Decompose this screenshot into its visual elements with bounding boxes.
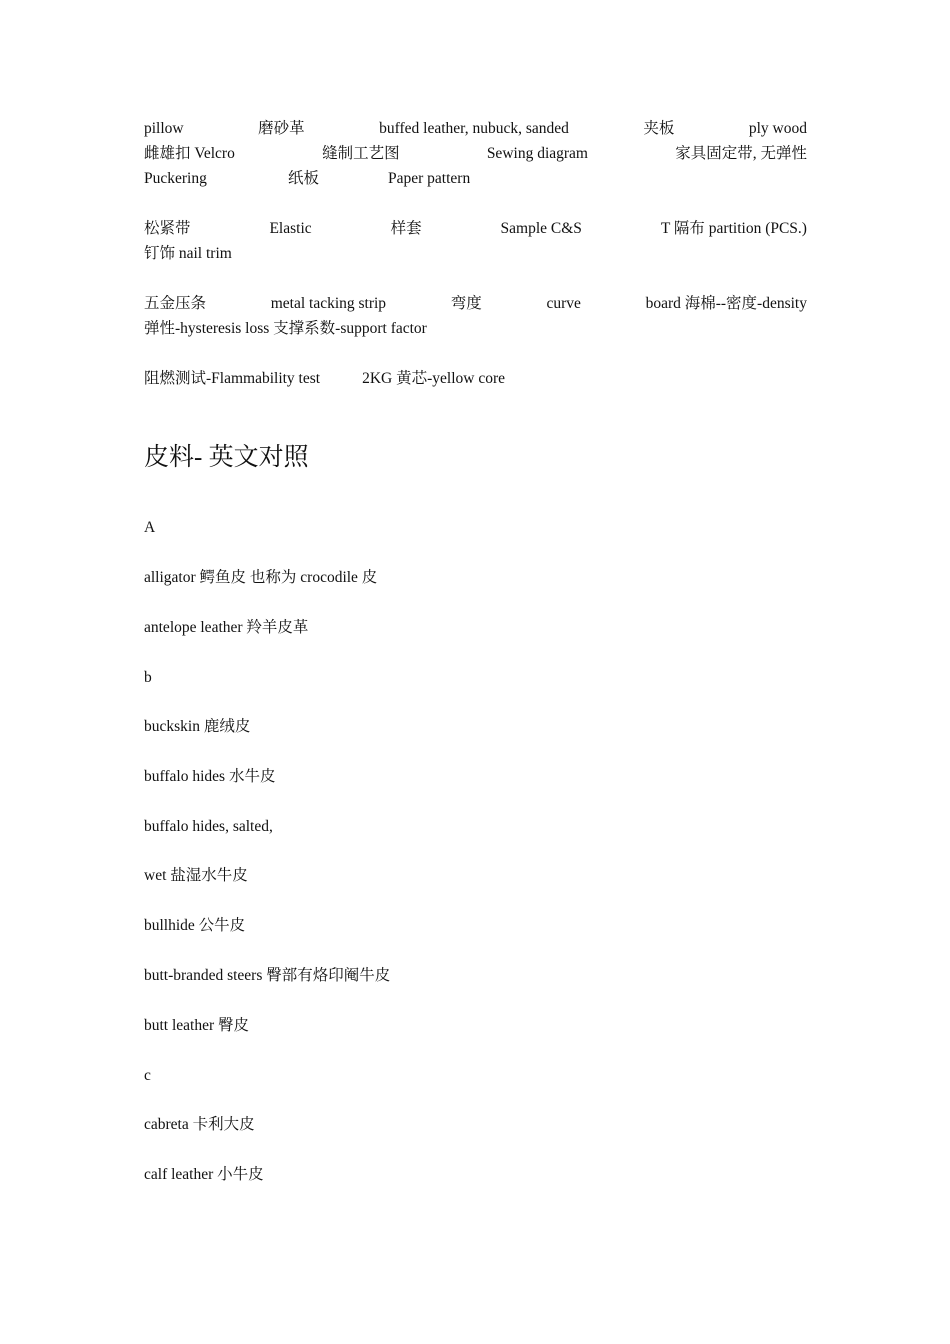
glossary-entry: antelope leather 羚羊皮革 xyxy=(144,619,309,636)
term: Sample C&S xyxy=(500,220,582,237)
glossary-row-7 xyxy=(144,317,807,341)
glossary-entry: buffalo hides 水牛皮 xyxy=(144,768,276,785)
glossary-entry: calf leather 小牛皮 xyxy=(144,1166,264,1183)
term: 夹板 xyxy=(643,120,675,137)
term: T 隔布 partition (PCS.) xyxy=(660,220,807,237)
term: 磨砂革 xyxy=(258,120,305,137)
glossary-entry: buckskin 鹿绒皮 xyxy=(144,718,251,735)
term: 松紧带 xyxy=(144,220,191,237)
term: metal tacking strip xyxy=(270,295,387,312)
glossary-entry: cabreta 卡利大皮 xyxy=(144,1116,255,1133)
letter-index: b xyxy=(144,669,152,686)
glossary-row-2 xyxy=(144,142,807,166)
glossary-row-1 xyxy=(144,117,807,141)
term: 弯度 xyxy=(450,295,482,312)
term: Sewing diagram xyxy=(486,145,588,162)
term: 缝制工艺图 xyxy=(322,145,400,162)
glossary-row-3 xyxy=(144,167,807,191)
term: Puckering xyxy=(144,170,207,187)
term: ply wood xyxy=(748,120,807,137)
term: Paper pattern xyxy=(388,170,471,187)
term: 钉饰 nail trim xyxy=(144,245,232,262)
letter-index: A xyxy=(144,519,156,536)
term: 样套 xyxy=(390,220,422,237)
glossary-entry: alligator 鳄鱼皮 也称为 crocodile 皮 xyxy=(144,569,378,586)
term: 纸板 xyxy=(288,170,320,187)
term: curve xyxy=(546,295,581,312)
term: board 海棉--密度-density xyxy=(645,295,807,312)
term: pillow xyxy=(144,120,184,137)
glossary-row-6 xyxy=(144,292,807,316)
term: 五金压条 xyxy=(144,295,207,312)
glossary-entry: wet 盐湿水牛皮 xyxy=(144,867,248,884)
glossary-entry: bullhide 公牛皮 xyxy=(144,917,246,934)
term: 阻燃测试-Flammability test xyxy=(144,370,321,387)
term: 弹性-hysteresis loss 支撑系数-support factor xyxy=(144,320,427,337)
term: Elastic xyxy=(269,220,312,237)
glossary-row-4 xyxy=(144,217,807,241)
section-heading: 皮料- 英文对照 xyxy=(144,444,309,471)
term: buffed leather, nubuck, sanded xyxy=(379,120,569,137)
term: 雌雄扣 Velcro xyxy=(144,145,235,162)
glossary-entry: butt leather 臀皮 xyxy=(144,1017,250,1034)
glossary-row-5 xyxy=(144,242,807,266)
term: 家具固定带, 无弹性 xyxy=(675,145,807,162)
glossary-row-8 xyxy=(144,367,807,391)
letter-index: c xyxy=(144,1067,151,1084)
glossary-entry: buffalo hides, salted, xyxy=(144,818,273,835)
glossary-entry: butt-branded steers 臀部有烙印阉牛皮 xyxy=(144,967,391,984)
term: 2KG 黄芯-yellow core xyxy=(362,370,505,387)
